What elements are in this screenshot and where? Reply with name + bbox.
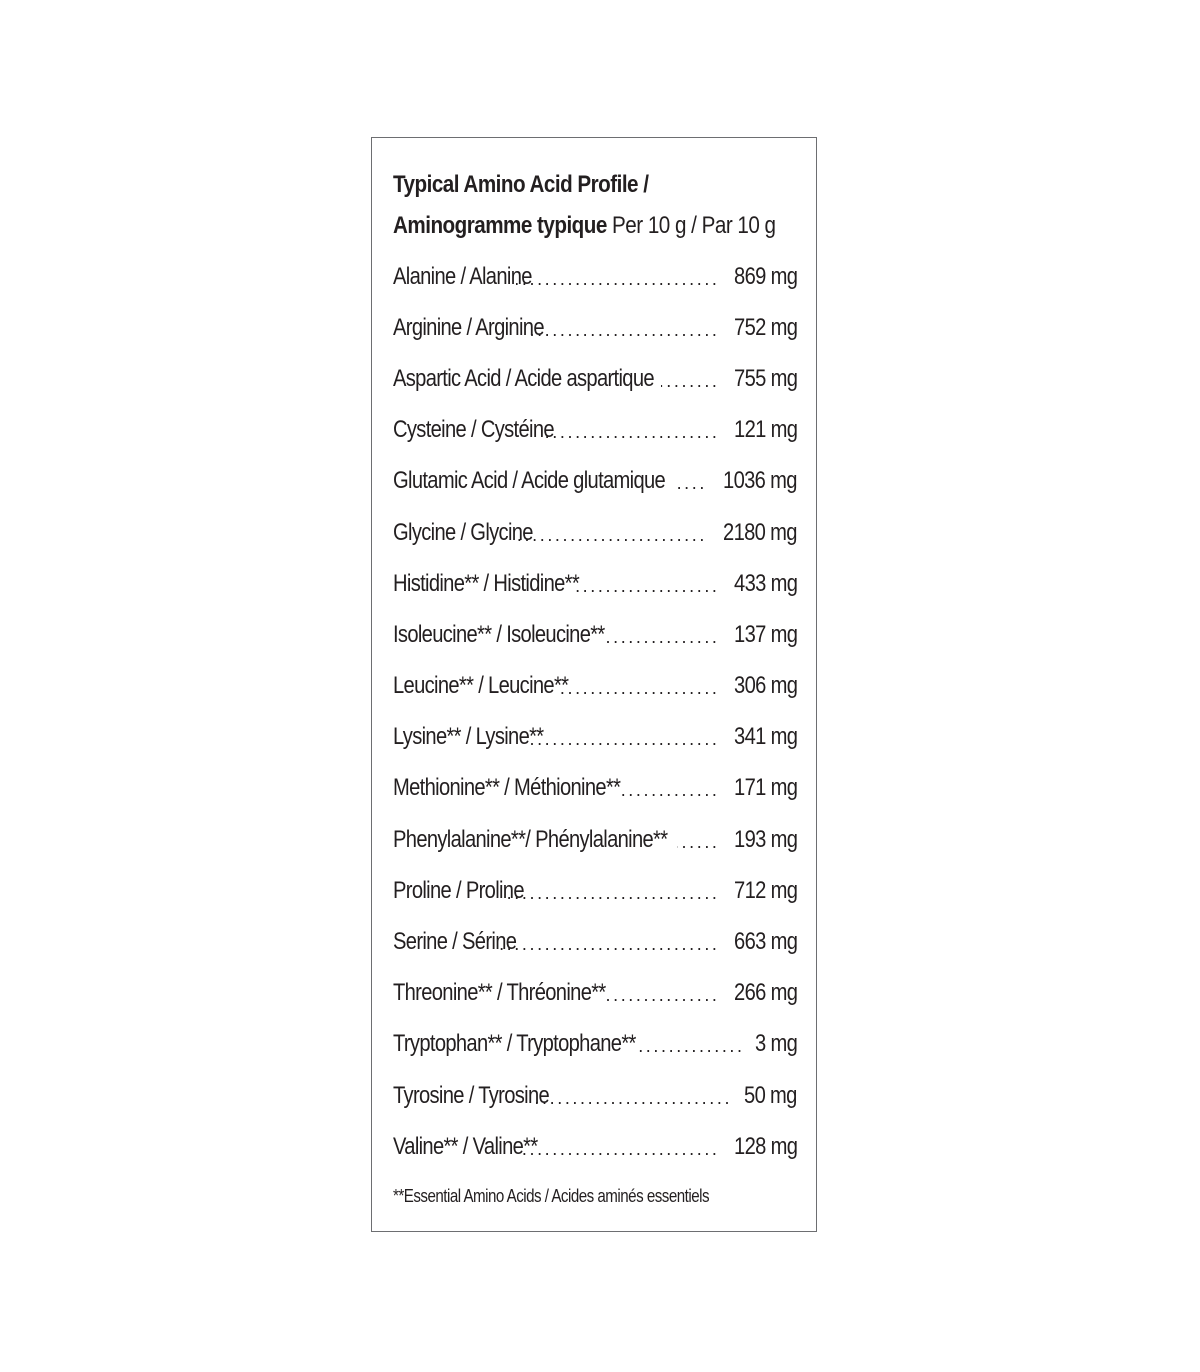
list-item <box>393 968 797 1019</box>
list-item <box>393 1121 797 1172</box>
amino-acid-value: 752 mg <box>733 313 797 341</box>
list-item <box>393 558 797 609</box>
amino-acid-name: Aspartic Acid / Acide aspartique <box>393 364 654 392</box>
dot-leader <box>530 725 716 749</box>
title-line-2: Aminogramme typique <box>393 212 607 239</box>
list-item <box>393 353 797 404</box>
amino-acid-name: Phenylalanine**/ Phénylalanine** <box>393 825 668 853</box>
list-item <box>393 251 797 302</box>
amino-acid-name: Glycine / Glycine <box>393 518 533 546</box>
amino-acid-value: 712 mg <box>733 876 797 904</box>
amino-acid-value: 171 mg <box>733 774 797 802</box>
dot-leader <box>621 776 716 800</box>
dot-leader <box>497 930 715 954</box>
dot-leader <box>542 418 716 442</box>
amino-acid-value: 869 mg <box>733 262 797 290</box>
list-item <box>393 507 797 558</box>
dot-leader <box>639 1032 740 1056</box>
amino-acid-value: 50 mg <box>744 1081 797 1109</box>
list-item <box>393 916 797 967</box>
dot-leader <box>506 879 715 903</box>
amino-acid-name: Cysteine / Cystéine <box>393 416 554 444</box>
dot-leader <box>602 623 715 647</box>
dot-leader <box>572 572 716 596</box>
amino-acid-name: Arginine / Arginine <box>393 313 544 341</box>
dot-leader <box>604 981 716 1005</box>
amino-acid-name: Proline / Proline <box>393 876 524 904</box>
list-item <box>393 405 797 456</box>
dot-leader <box>661 367 716 391</box>
list-item <box>393 661 797 712</box>
amino-acid-name: Methionine** / Méthionine** <box>393 774 621 802</box>
dot-leader <box>523 1135 716 1159</box>
amino-acid-value: 193 mg <box>733 825 797 853</box>
list-item <box>393 814 797 865</box>
list-item <box>393 1019 797 1070</box>
list-item <box>393 1070 797 1121</box>
list-item <box>393 609 797 660</box>
amino-acid-value: 663 mg <box>733 928 797 956</box>
amino-acid-list <box>393 251 797 1172</box>
amino-acid-name: Alanine / Alanine <box>393 262 532 290</box>
amino-acid-name: Histidine** / Histidine** <box>393 569 580 597</box>
amino-acid-value: 121 mg <box>733 416 797 444</box>
amino-acid-value: 433 mg <box>733 569 797 597</box>
dot-leader <box>677 828 716 852</box>
list-item <box>393 456 797 507</box>
amino-acid-value: 755 mg <box>733 364 797 392</box>
title-line-1: Typical Amino Acid Profile / <box>393 171 649 198</box>
amino-acid-name: Glutamic Acid / Acide glutamique <box>393 467 666 495</box>
dot-leader <box>530 316 716 340</box>
amino-acid-name: Tryptophan** / Tryptophane** <box>393 1030 636 1058</box>
dot-leader <box>517 521 703 545</box>
dot-leader <box>559 674 715 698</box>
footnote: **Essential Amino Acids / Acides aminés essentiels <box>393 1186 710 1206</box>
amino-acid-name: Lysine** / Lysine** <box>393 723 544 751</box>
panel-title <box>393 164 776 246</box>
amino-acid-name: Tyrosine / Tyrosine <box>393 1081 550 1109</box>
amino-acid-value: 266 mg <box>733 979 797 1007</box>
amino-acid-name: Serine / Sérine <box>393 928 517 956</box>
amino-acid-value: 3 mg <box>754 1030 797 1058</box>
amino-acid-value: 306 mg <box>733 672 797 700</box>
amino-acid-value: 128 mg <box>733 1132 797 1160</box>
list-item <box>393 763 797 814</box>
list-item <box>393 302 797 353</box>
list-item <box>393 712 797 763</box>
amino-acid-name: Isoleucine** / Isoleucine** <box>393 620 605 648</box>
amino-acid-value: 2180 mg <box>723 518 797 546</box>
amino-acid-name: Threonine** / Thréonine** <box>393 979 606 1007</box>
amino-acid-name: Valine** / Valine** <box>393 1132 538 1160</box>
amino-acid-value: 341 mg <box>733 723 797 751</box>
dot-leader <box>674 469 703 493</box>
amino-acid-panel <box>371 137 817 1232</box>
amino-acid-name: Leucine** / Leucine** <box>393 672 569 700</box>
amino-acid-value: 1036 mg <box>723 467 797 495</box>
list-item <box>393 865 797 916</box>
dot-leader <box>536 1084 728 1108</box>
amino-acid-value: 137 mg <box>733 620 797 648</box>
serving-size: Per 10 g / Par 10 g <box>612 212 776 239</box>
dot-leader <box>516 265 716 289</box>
